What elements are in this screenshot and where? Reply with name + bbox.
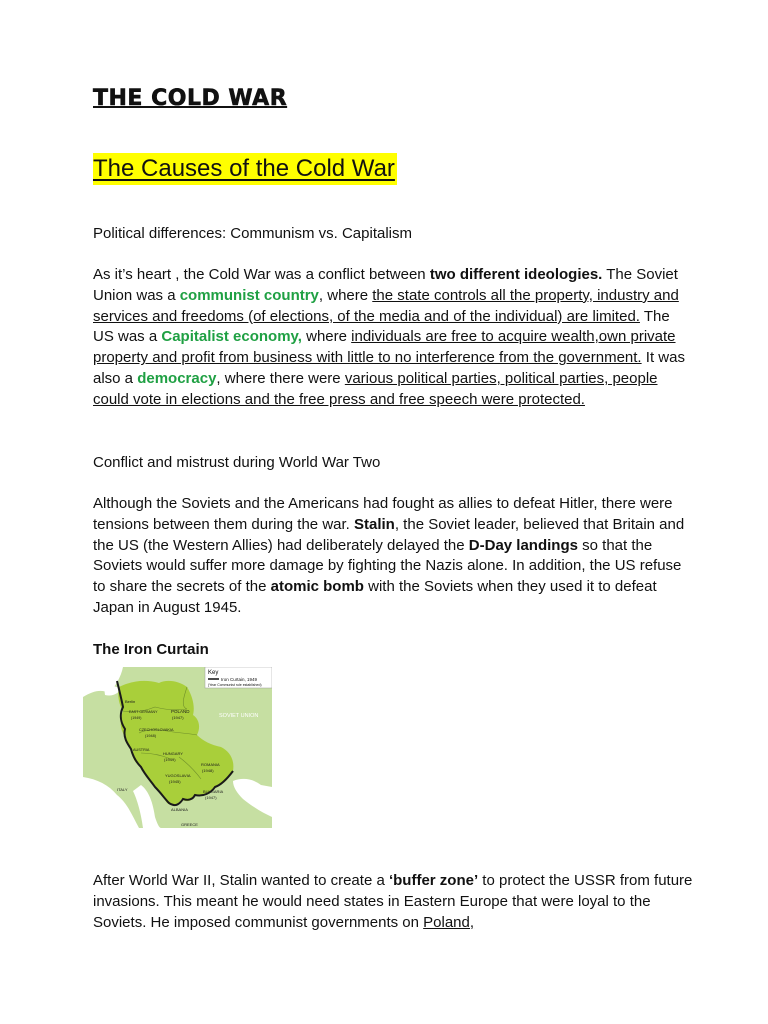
- map-graphic: [83, 667, 272, 828]
- map-label-hungary-year: (1949): [164, 757, 176, 762]
- map-label-bulgaria: BULGARIA: [203, 789, 224, 794]
- map-label-romania-year: (1948): [202, 768, 214, 773]
- map-label-berlin: Berlin: [125, 699, 136, 704]
- paragraph-ideologies: As it’s heart , the Cold War was a conflict between two different ideologies. The Soviet Union was a communist country, where the state controls all the property, industry and services and freedoms (of elections, of the media and of the individual) are limited. The US was a Capitalist economy, where individuals are free to acquire wealth,own private property and profit from business with little to no interference from the government. It was also a democracy, where there were various political parties, political parties, people could vote in elections and the free press and free speech were protected.: [93, 266, 685, 408]
- paragraph-mistrust: Although the Soviets and the Americans had fought as allies to defeat Hitler, there were tensions between them during the war. Stalin, the Soviet leader, believed that Britain and the US (the Western Allies) had deliberately delayed the D-Day landings so that the Soviets would suffer more damage by fighting the Nazis alone. In addition, the US refuse to share the secrets of the atomic bomb with the Soviets when they used it to defeat Japan in August 1945.: [93, 495, 685, 616]
- map-label-east-germany-year: (1949): [131, 716, 142, 720]
- paragraph-political-differences: Political differences: Communism vs. Capitalism: [93, 225, 412, 242]
- map-label-romania: ROMANIA: [201, 762, 220, 767]
- map-label-yugoslavia-year: (1945): [169, 779, 181, 784]
- term-capitalist-economy: Capitalist economy,: [161, 328, 302, 346]
- map-label-italy: ITALY: [117, 787, 128, 792]
- map-label-austria: AUSTRIA: [133, 748, 150, 752]
- map-key-line-label: Iron Curtain, 1949: [221, 677, 258, 682]
- term-communist-country: communist country: [179, 286, 319, 304]
- iron-curtain-map: [83, 667, 272, 828]
- map-label-czechoslovakia: CZECHOSLOVAKIA: [139, 728, 174, 732]
- map-label-poland-year: (1947): [172, 715, 184, 720]
- subheading-iron-curtain: The Iron Curtain: [93, 641, 209, 658]
- map-label-yugoslavia: YUGOSLAVIA: [165, 773, 191, 778]
- map-label-hungary: HUNGARY: [163, 751, 183, 756]
- section-heading: The Causes of the Cold War: [93, 153, 397, 185]
- map-label-east-germany: EAST GERMANY: [129, 710, 158, 714]
- map-label-bulgaria-year: (1947): [205, 795, 217, 800]
- paragraph-buffer-zone: After World War II, Stalin wanted to create a ‘buffer zone’ to protect the USSR from future invasions. This meant he would need states in Eastern Europe that were loyal to the Soviets. He imposed communist governments on Poland,: [93, 872, 693, 931]
- map-key-note: (Year Communist rule established): [208, 683, 262, 687]
- map-label-soviet-union: SOVIET UNION: [219, 713, 259, 719]
- map-label-poland: POLAND: [171, 709, 190, 714]
- map-label-albania: ALBANIA: [171, 807, 188, 812]
- term-democracy: democracy: [137, 369, 217, 387]
- paragraph-conflict-heading: Conflict and mistrust during World War Two: [93, 454, 381, 471]
- map-label-czechoslovakia-year: (1948): [145, 734, 156, 738]
- map-label-greece: GREECE: [181, 822, 198, 827]
- document-title: THE COLD WAR: [93, 86, 288, 111]
- map-key-title: Key: [208, 670, 219, 676]
